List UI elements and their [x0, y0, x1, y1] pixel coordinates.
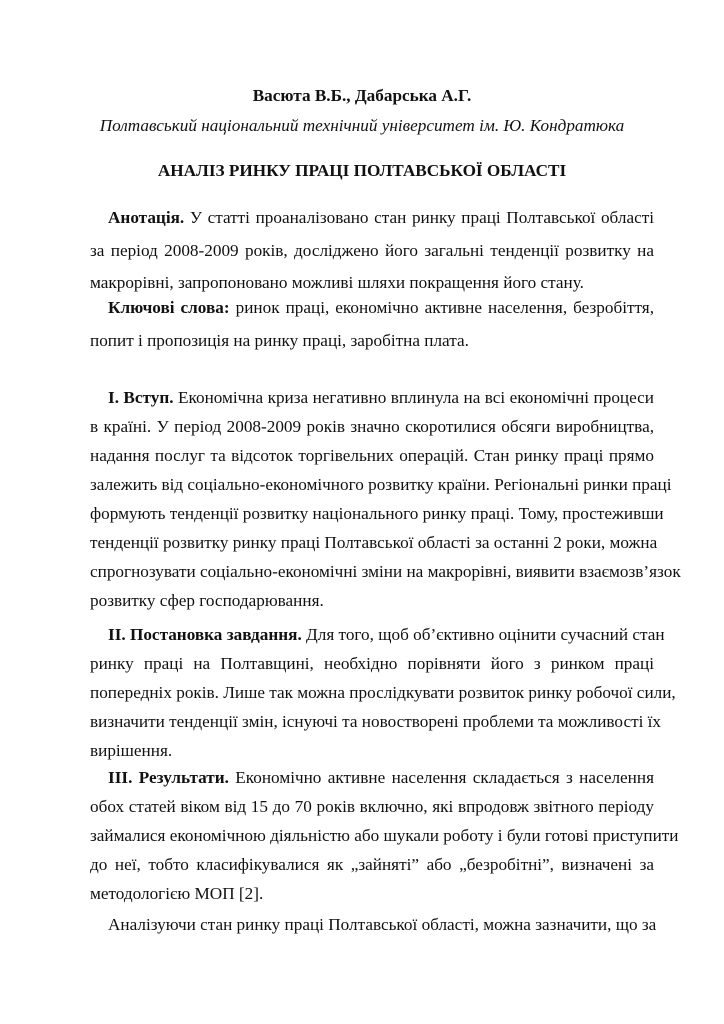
paragraph-results	[90, 763, 679, 908]
line-text: ринку праці на Полтавщині, необхідно порівняти його з ринком праці	[90, 654, 654, 673]
paragraph-lead: Ключові слова:	[108, 298, 230, 317]
text-line	[90, 325, 654, 358]
line-text: Економічна криза негативно вплинула на всі економічні процеси	[173, 388, 654, 407]
text-line	[90, 707, 662, 736]
text-line	[90, 499, 664, 528]
line-text: обох статей віком від 15 до 70 років включно, які впродовж звітного періоду	[90, 797, 654, 816]
text-line	[90, 412, 654, 441]
text-line	[90, 528, 658, 557]
text-line	[90, 470, 672, 499]
text-line	[90, 557, 681, 586]
line-text: У статті проаналізовано стан ринку праці Полтавської області	[184, 208, 654, 227]
paragraph-lead: I. Вступ.	[108, 388, 174, 407]
paragraph-lead: Анотація.	[108, 208, 185, 227]
article-title: АНАЛІЗ РИНКУ ПРАЦІ ПОЛТАВСЬКОЇ ОБЛАСТІ	[157, 161, 567, 180]
line-text: Для того, щоб об’єктивно оцінити сучасний стан	[301, 625, 665, 644]
text-line	[90, 620, 665, 649]
line-text: визначити тенденції змін, існуючі та новостворені проблеми та можливості їх	[90, 712, 662, 731]
line-text: ринок праці, економічно активне населення, безробіття,	[229, 298, 654, 317]
line-text: за період 2008-2009 років, досліджено його загальні тенденції розвитку на	[90, 240, 654, 260]
line-text: спрогнозувати соціально-економічні зміни на макрорівні, виявити взаємозв’язок	[90, 562, 681, 581]
line-text: до неї, тобто класифікувалися як „зайняті” або „безробітні”, визначені за	[90, 855, 654, 874]
line-text: залежить від соціально-економічного розвитку країни. Регіональні ринки праці	[90, 475, 672, 494]
line-text: методологією МОП [2].	[90, 884, 264, 903]
text-line	[90, 736, 654, 765]
text-line	[90, 586, 654, 615]
line-text: розвитку сфер господарювання.	[90, 591, 324, 610]
line-text: формують тенденції розвитку національного ринку праці. Тому, простеживши	[90, 504, 664, 523]
paragraph-problem-statement	[90, 620, 676, 765]
line-text: тенденції розвитку ринку праці Полтавської області за останні 2 роки, можна	[90, 533, 658, 552]
text-line	[90, 678, 676, 707]
paragraph-analysis	[90, 910, 657, 939]
text-line	[90, 649, 654, 678]
line-text: Економічно активне населення складається з населення	[228, 768, 654, 787]
text-line	[90, 792, 654, 821]
text-line	[90, 235, 654, 268]
text-line	[90, 910, 657, 939]
paragraph-lead: II. Постановка завдання.	[108, 625, 302, 644]
paragraph-keywords	[90, 292, 654, 357]
line-text: вирішення.	[90, 741, 173, 760]
paragraph-introduction	[90, 383, 681, 615]
line-text: надання послуг та відсоток торгівельних операцій. Стан ринку праці прямо	[90, 446, 654, 465]
paragraph-annotation	[90, 202, 654, 300]
line-text: макрорівні, запропоновано можливі шляхи покращення його стану.	[90, 273, 584, 292]
text-line	[90, 850, 654, 879]
line-text: Аналізуючи стан ринку праці Полтавської області, можна зазначити, що за	[108, 915, 657, 934]
text-line	[90, 763, 654, 792]
line-text: попит і пропозиція на ринку праці, заробітна плата.	[90, 330, 469, 350]
paragraph-lead: III. Результати.	[108, 768, 229, 787]
text-line	[90, 441, 654, 470]
text-line	[90, 292, 654, 325]
text-line	[90, 879, 654, 908]
line-text: в країні. У період 2008-2009 років значно скоротилися обсяги виробництва,	[90, 417, 654, 436]
text-line	[90, 202, 654, 235]
authors: Васюта В.Б., Дабарська А.Г.	[252, 86, 472, 105]
affiliation: Полтавський національний технічний університет ім. Ю. Кондратюка	[99, 116, 625, 135]
line-text: попередніх років. Лише так можна прослідкувати розвиток ринку робочої сили,	[90, 683, 676, 702]
line-text: займалися економічною діяльністю або шукали роботу і були готові приступити	[90, 826, 679, 845]
text-line	[90, 383, 654, 412]
text-line	[90, 821, 679, 850]
